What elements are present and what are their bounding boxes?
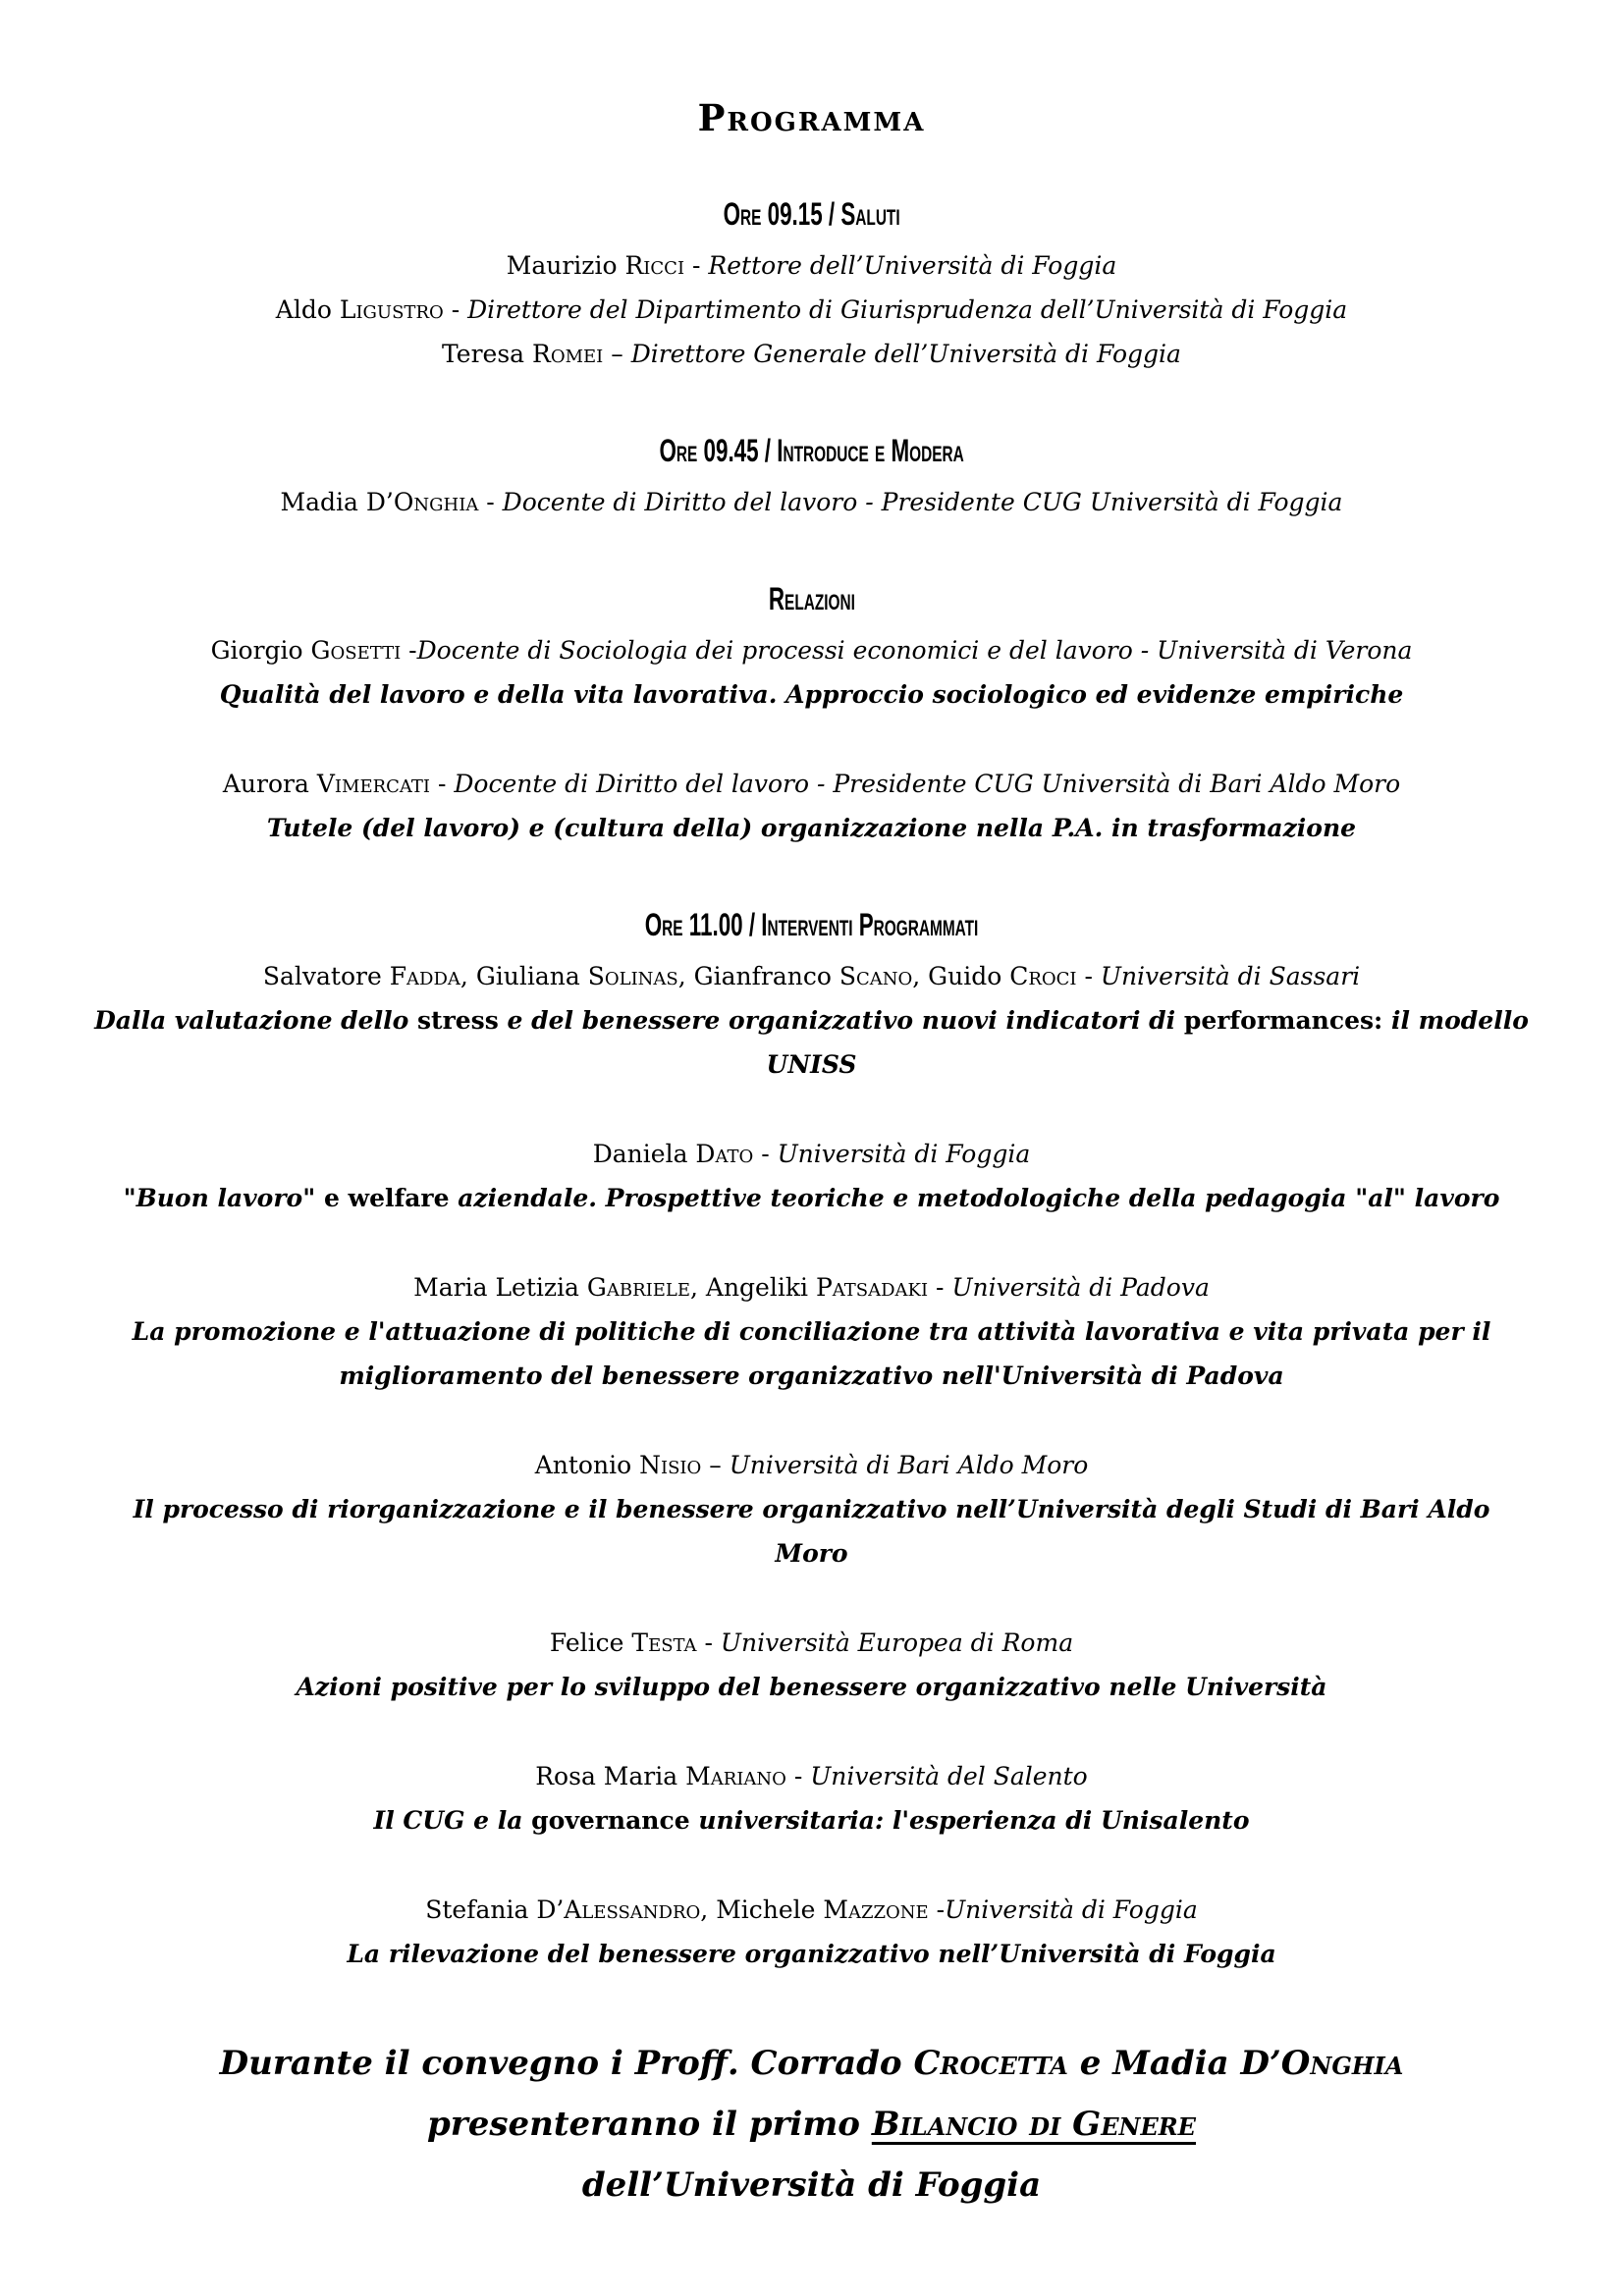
program-item <box>93 1888 1530 1976</box>
section-heading-text: Relazioni <box>768 581 855 616</box>
text-run: Tutele (del lavoro) e (cultura della) organizzazione nella P.A. in trasformazione <box>266 814 1357 842</box>
text-run: Il CUG e la <box>373 1806 532 1835</box>
text-run: Azioni positive per lo sviluppo del benessere organizzativo nelle Università <box>296 1673 1327 1701</box>
talk-title <box>93 1176 1530 1220</box>
text-run: Mazzone <box>823 1896 929 1924</box>
text-run: Il processo di riorganizzazione e il benessere organizzativo nell’Università degli Studi di Bari Aldo Moro <box>133 1495 1490 1568</box>
text-run: Università di Foggia <box>777 1140 1031 1168</box>
text-run: Dalla valutazione dello <box>94 1006 417 1035</box>
text-run: Docente di Sociologia dei processi economici e del lavoro - Università di Verona <box>416 636 1413 665</box>
text-run: , Angeliki <box>690 1273 816 1302</box>
text-run: Rettore dell’Università di Foggia <box>708 251 1117 280</box>
section-heading-text: Ore 09.45 / Introduce e Modera <box>659 433 964 468</box>
text-run: – <box>603 340 631 368</box>
text-run: - <box>430 770 455 798</box>
text-run: Teresa <box>442 340 533 368</box>
text-run: - <box>1076 962 1101 990</box>
talk-title <box>93 1798 1530 1842</box>
text-run: Docente di Diritto del lavoro - Presidente CUG Università di Bari Aldo Moro <box>454 770 1401 798</box>
talk-title <box>93 672 1530 717</box>
text-run: Rosa Maria <box>535 1762 686 1790</box>
text-run: universitaria: l'esperienza di Unisalento <box>689 1806 1250 1835</box>
text-run: Ligustro <box>339 295 444 324</box>
text-run: Durante il convegno i Proff. Corrado <box>219 2044 914 2083</box>
text-run: - <box>684 251 709 280</box>
text-run: Università di Foggia <box>945 1896 1198 1924</box>
closing-note <box>93 2033 1530 2216</box>
speakers-line <box>93 762 1530 806</box>
program-item <box>93 762 1530 850</box>
text-run: Direttore del Dipartimento di Giurisprudenza dell’Università di Foggia <box>467 295 1348 324</box>
text-run: - <box>785 1762 811 1790</box>
text-run: aziendale. Prospettive teoriche e metodologiche della pedagogia "al" lavoro <box>458 1184 1500 1212</box>
text-run: Dato <box>695 1140 754 1168</box>
text-run: Felice <box>549 1629 632 1657</box>
text-run: La rilevazione del benessere organizzativo nell’Università di Foggia <box>347 1940 1276 1968</box>
program-item <box>93 1621 1530 1709</box>
text-run: Mariano <box>685 1762 786 1790</box>
speakers-line <box>93 628 1530 672</box>
text-run: Università del Salento <box>810 1762 1088 1790</box>
text-run: stress <box>416 1006 499 1035</box>
speakers-line <box>93 1443 1530 1487</box>
text-run: Antonio <box>534 1451 640 1479</box>
text-run: Salvatore <box>262 962 390 990</box>
text-run: governance <box>531 1806 690 1835</box>
speakers-line <box>93 1754 1530 1798</box>
program-item <box>93 954 1530 1087</box>
talk-title <box>93 998 1530 1087</box>
text-run: D’Onghia <box>365 488 479 516</box>
text-run: Maurizio <box>506 251 625 280</box>
text-run: , Guido <box>912 962 1010 990</box>
page-title: Programma <box>697 96 926 139</box>
text-run: performances: <box>1183 1006 1383 1035</box>
text-run: Maria Letizia <box>413 1273 587 1302</box>
text-run: Docente di Diritto del lavoro - Presidente CUG Università di Foggia <box>502 488 1343 516</box>
section-heading <box>93 431 1530 470</box>
program-item <box>93 1132 1530 1220</box>
text-run: – <box>701 1451 730 1479</box>
text-run: Testa <box>631 1629 697 1657</box>
text-run: Vimercati <box>316 770 431 798</box>
text-run: Università di Padova <box>951 1273 1210 1302</box>
text-run: La promozione e l'attuazione di politiche di conciliazione tra attività lavorativa e vita privata per il miglioramento del benessere organizzativo nell'Università di Padova <box>132 1317 1491 1390</box>
program-item <box>93 1265 1530 1398</box>
text-run: Gosetti <box>310 636 402 665</box>
text-run: Giorgio <box>210 636 311 665</box>
text-run: e del benessere organizzativo nuovi indicatori di <box>498 1006 1184 1035</box>
text-run: e welfare <box>323 1184 459 1212</box>
program-item <box>93 288 1530 332</box>
speakers-line <box>93 1621 1530 1665</box>
text-run: , Giuliana <box>460 962 588 990</box>
text-run: Solinas <box>587 962 678 990</box>
section-heading <box>93 194 1530 234</box>
section-heading <box>93 905 1530 944</box>
talk-title <box>93 1487 1530 1575</box>
section-heading <box>93 579 1530 618</box>
text-run: D’Onghia <box>1240 2044 1404 2083</box>
text-run: dell’Università di Foggia <box>581 2165 1042 2205</box>
speakers-line <box>93 1888 1530 1932</box>
program-sections <box>93 194 1530 1976</box>
text-run: Madia <box>280 488 366 516</box>
text-run: - <box>478 488 503 516</box>
text-run: - <box>928 1273 952 1302</box>
text-run: Università di Bari Aldo Moro <box>729 1451 1089 1479</box>
text-run: - <box>753 1140 778 1168</box>
text-run: , Gianfranco <box>677 962 839 990</box>
speakers-line <box>93 480 1530 524</box>
program-item <box>93 1443 1530 1575</box>
text-run: Romei <box>532 340 604 368</box>
text-run: Gabriele <box>586 1273 690 1302</box>
talk-title <box>93 1932 1530 1976</box>
text-run: Aldo <box>275 295 340 324</box>
text-run: , Michele <box>700 1896 824 1924</box>
program-item <box>93 628 1530 717</box>
text-run: Bilancio di Genere <box>871 2105 1196 2144</box>
text-run: Qualità del lavoro e della vita lavorativa. Approccio sociologico ed evidenze empiriche <box>219 680 1404 709</box>
text-run: "Buon lavoro" <box>123 1184 324 1212</box>
text-run: Ricci <box>624 251 685 280</box>
text-run: D’Alessandro <box>536 1896 701 1924</box>
text-run: - <box>443 295 468 324</box>
speakers-line <box>93 332 1530 376</box>
program-item <box>93 1754 1530 1842</box>
text-run: il modello UNISS <box>766 1006 1529 1079</box>
section-heading-text: Ore 11.00 / Interventi Programmati <box>644 907 979 942</box>
program-item <box>93 480 1530 524</box>
talk-title <box>93 1665 1530 1709</box>
talk-title <box>93 1309 1530 1398</box>
text-run: Aurora <box>222 770 317 798</box>
talk-title <box>93 806 1530 850</box>
text-run: e Madia <box>1067 2044 1241 2083</box>
speakers-line <box>93 1265 1530 1309</box>
text-run: Università Europea di Roma <box>720 1629 1074 1657</box>
text-run: - <box>401 636 417 665</box>
text-run: Patsadaki <box>815 1273 929 1302</box>
speakers-line <box>93 954 1530 998</box>
text-run: - <box>696 1629 721 1657</box>
text-run: Fadda <box>389 962 460 990</box>
text-run: Croci <box>1009 962 1077 990</box>
text-run: Crocetta <box>913 2044 1068 2083</box>
text-run: Scano <box>839 962 913 990</box>
text-run: Stefania <box>425 1896 537 1924</box>
text-run: - <box>928 1896 946 1924</box>
text-run: Nisio <box>639 1451 702 1479</box>
text-run: presenteranno il primo <box>427 2105 872 2144</box>
program-item <box>93 243 1530 288</box>
section-heading-text: Ore 09.15 / Saluti <box>723 196 900 232</box>
text-run: Università di Sassari <box>1100 962 1361 990</box>
speakers-line <box>93 243 1530 288</box>
text-run: Direttore Generale dell’Università di Foggia <box>630 340 1181 368</box>
speakers-line <box>93 288 1530 332</box>
program-item <box>93 332 1530 376</box>
text-run: Daniela <box>592 1140 696 1168</box>
speakers-line <box>93 1132 1530 1176</box>
